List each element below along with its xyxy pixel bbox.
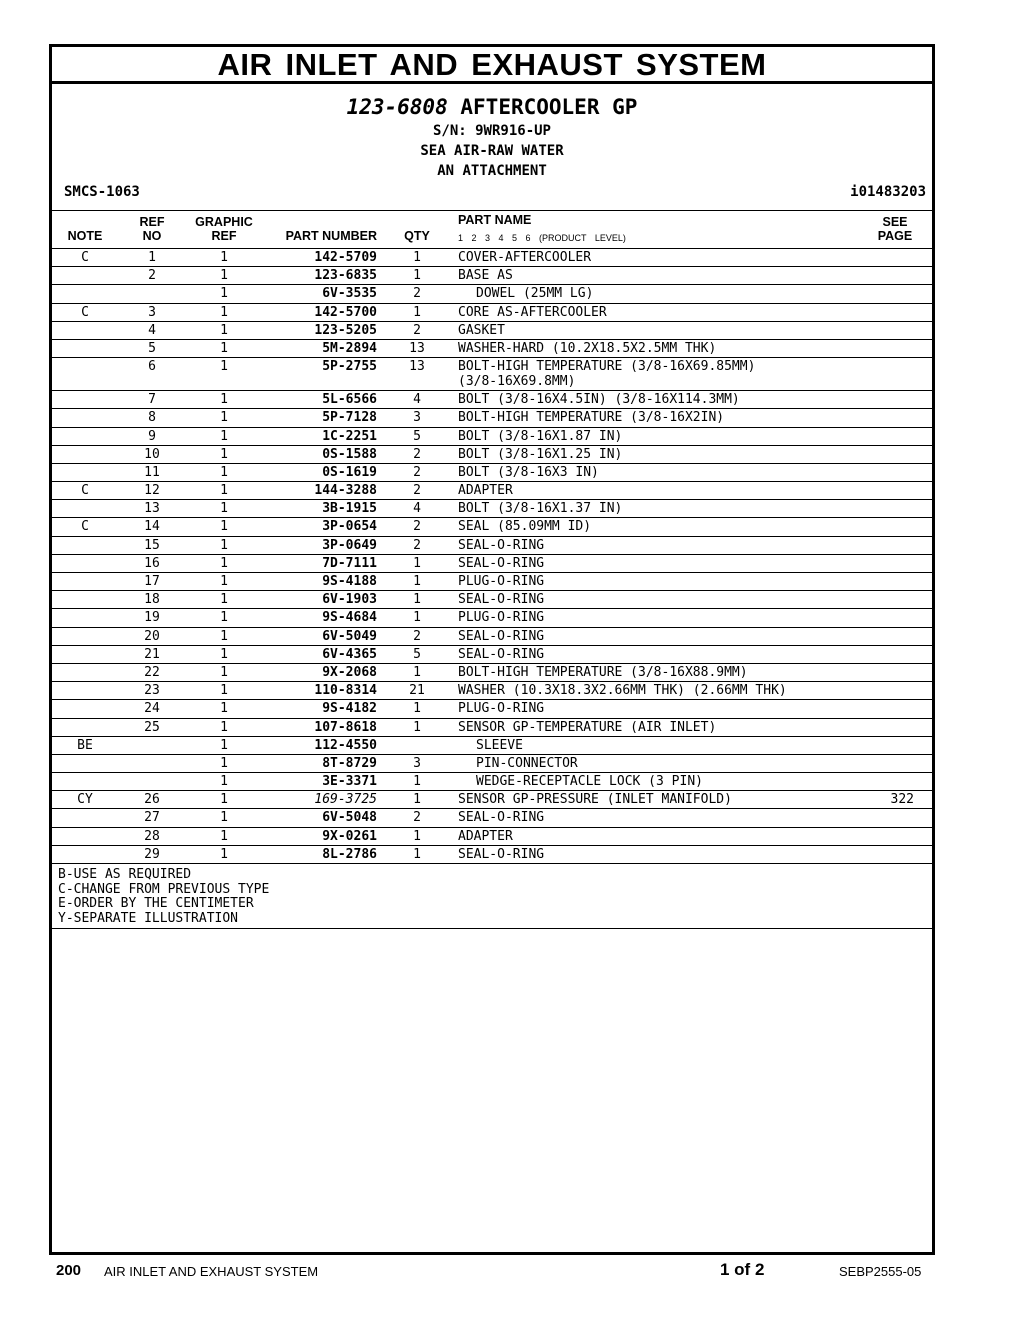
footer-section: AIR INLET AND EXHAUST SYSTEM [104,1264,319,1279]
graphic-ref-cell: 1 [220,646,228,662]
part-name-cell: GASKET [458,322,505,338]
table-row [52,791,932,809]
group-description-line-2: AN ATTACHMENT [437,163,547,179]
table-row [52,719,932,737]
part-name-cell: SEAL-O-RING [458,810,545,826]
qty-cell: 2 [413,519,421,535]
part-name-cell: BOLT-HIGH TEMPERATURE (3/8-16X88.9MM) [458,664,748,680]
part-number-cell: 107-8618 [314,719,377,735]
part-name-cell: PLUG-O-RING [458,701,545,717]
graphic-ref-cell: 1 [220,392,228,408]
ref-no-cell: 13 [144,501,160,517]
part-number-cell: 3B-1915 [322,501,377,517]
part-name-cell: WASHER (10.3X18.3X2.66MM THK) (2.66MM THK) [458,683,787,699]
graphic-ref-cell: 1 [220,592,228,608]
smcs-code: SMCS-1063 [64,184,140,200]
table-row [52,409,932,427]
qty-cell: 1 [413,828,421,844]
qty-cell: 1 [413,268,421,284]
qty-cell: 2 [413,810,421,826]
col-part-name: PART NAME [458,213,532,227]
graphic-ref-cell: 1 [220,304,228,320]
ref-no-cell: 16 [144,555,160,571]
part-name-cell: SEAL-O-RING [458,555,545,571]
col-ref-no-top: REF [139,215,165,229]
table-row [52,809,932,827]
part-name-cell: ADAPTER [458,828,513,844]
table-row [52,249,932,267]
note-cell: CY [77,792,93,808]
part-name-cell: ADAPTER [458,483,513,499]
part-name-cell: SENSOR GP-TEMPERATURE (AIR INLET) [458,719,717,735]
graphic-ref-cell: 1 [220,322,228,338]
qty-cell: 1 [413,846,421,862]
part-number-cell: 9S-4182 [322,701,377,717]
table-row [52,267,932,285]
table-row [52,828,932,846]
part-number-cell: 6V-1903 [322,592,377,608]
part-name-cell: BASE AS [458,268,513,284]
part-number-cell: 142-5709 [314,250,377,265]
ref-no-cell: 24 [144,701,160,717]
qty-cell: 5 [413,428,421,444]
note-c: C-CHANGE FROM PREVIOUS TYPE [58,881,270,897]
graphic-ref-cell: 1 [220,792,228,808]
table-row [52,464,932,482]
part-number-cell: 9S-4188 [322,574,377,589]
graphic-ref-cell: 1 [220,774,228,790]
part-name-cell: WEDGE-RECEPTACLE LOCK (3 PIN) [476,774,703,790]
graphic-ref-cell: 1 [220,664,228,680]
part-name-cell: COVER-AFTERCOOLER [458,250,592,265]
graphic-ref-cell: 1 [220,464,228,480]
table-row [52,518,932,536]
graphic-ref-cell: 1 [220,846,228,862]
part-number-cell: 7D-7111 [322,555,377,571]
qty-cell: 1 [413,664,421,680]
qty-cell: 1 [413,792,421,808]
ref-no-cell: 17 [144,574,160,589]
col-part-number: PART NUMBER [285,229,377,243]
qty-cell: 1 [413,774,421,790]
part-number-cell: 1C-2251 [322,428,377,444]
parts-list-frame [49,44,935,1255]
part-number-cell: 3E-3371 [322,774,377,790]
group-description-line-1: SEA AIR-RAW WATER [420,143,564,159]
graphic-ref-cell: 1 [220,701,228,717]
table-row [52,737,932,755]
qty-cell: 1 [413,555,421,571]
table-row [52,500,932,518]
ref-no-cell: 6 [148,359,156,375]
footer-page-number: 200 [56,1262,82,1279]
graphic-ref-cell: 1 [220,359,228,375]
qty-cell: 1 [413,592,421,608]
part-name-cell: BOLT (3/8-16X3 IN) [458,464,599,480]
qty-cell: 4 [413,501,421,517]
part-number-cell: 0S-1588 [322,446,377,462]
table-row [52,446,932,464]
graphic-ref-cell: 1 [220,828,228,844]
table-row [52,682,932,700]
table-row [52,482,932,500]
ref-no-cell: 5 [148,340,156,356]
footer-doc-id: SEBP2555-05 [839,1264,922,1279]
part-name-continuation: (3/8-16X69.8MM) [458,374,576,390]
table-row [52,537,932,555]
part-number-cell: 110-8314 [314,683,377,699]
part-name-cell: BOLT (3/8-16X1.37 IN) [458,501,623,517]
ref-no-cell: 22 [144,664,160,680]
table-row [52,358,932,391]
part-number-cell: 3P-0654 [322,519,377,535]
footer-page-of: 1 of 2 [720,1260,765,1279]
part-number-cell: 9X-2068 [322,664,377,680]
col-product-level: 1 2 3 4 5 6 (PRODUCT LEVEL) [458,233,626,243]
part-name-cell: SENSOR GP-PRESSURE (INLET MANIFOLD) [458,792,732,808]
notes-legend [52,864,932,929]
note-cell: C [81,250,89,265]
part-name-cell: SEAL-O-RING [458,537,545,553]
table-row [52,322,932,340]
ref-no-cell: 1 [148,250,156,265]
qty-cell: 1 [413,719,421,735]
ref-no-cell: 11 [144,464,160,480]
part-name-cell: CORE AS-AFTERCOOLER [458,304,607,320]
table-row [52,573,932,591]
qty-cell: 21 [409,683,425,699]
ref-no-cell: 27 [144,810,160,826]
graphic-ref-cell: 1 [220,610,228,626]
col-see-page-bottom: PAGE [877,229,913,243]
graphic-ref-cell: 1 [220,428,228,444]
graphic-ref-cell: 1 [220,719,228,735]
part-name-cell: SEAL-O-RING [458,846,545,862]
part-number-cell: 5P-2755 [322,359,377,375]
graphic-ref-cell: 1 [220,410,228,426]
col-ref-no-bottom: NO [142,229,162,243]
part-number-cell: 5M-2894 [322,340,377,356]
graphic-ref-cell: 1 [220,737,228,753]
table-row [52,628,932,646]
ref-no-cell: 20 [144,628,160,644]
part-number-cell: 9S-4684 [322,610,377,626]
part-name-cell: SEAL-O-RING [458,646,545,662]
ref-no-cell: 29 [144,846,160,862]
qty-cell: 2 [413,446,421,462]
part-name-cell: WASHER-HARD (10.2X18.5X2.5MM THK) [458,340,717,356]
col-see-page-top: SEE [882,215,908,229]
qty-cell: 2 [413,537,421,553]
ref-no-cell: 21 [144,646,160,662]
table-row [52,591,932,609]
graphic-ref-cell: 1 [220,555,228,571]
illustration-id: i01483203 [850,184,926,200]
part-number-cell: 123-5205 [314,322,377,338]
ref-no-cell: 3 [148,304,156,320]
part-number-cell: 5L-6566 [322,392,377,408]
graphic-ref-cell: 1 [220,519,228,535]
graphic-ref-cell: 1 [220,483,228,499]
graphic-ref-cell: 1 [220,268,228,284]
ref-no-cell: 23 [144,683,160,699]
qty-cell: 1 [413,610,421,626]
parts-table-body [52,249,932,864]
note-cell: C [81,304,89,320]
page-footer [0,1260,1020,1284]
table-row [52,773,932,791]
graphic-ref-cell: 1 [220,755,228,771]
ref-no-cell: 25 [144,719,160,735]
table-row [52,646,932,664]
part-number-cell: 6V-5048 [322,810,377,826]
note-cell: C [81,519,89,535]
part-number-cell: 9X-0261 [322,828,377,844]
part-number-cell: 144-3288 [314,483,377,499]
part-name-cell: BOLT-HIGH TEMPERATURE (3/8-16X2IN) [458,410,725,426]
graphic-ref-cell: 1 [220,574,228,589]
group-part-number: 123-6808 [346,95,448,119]
graphic-ref-cell: 1 [220,810,228,826]
col-graphic-ref-bottom: REF [211,229,237,243]
qty-cell: 5 [413,646,421,662]
ref-no-cell: 26 [144,792,160,808]
part-number-cell: 8L-2786 [322,846,377,862]
qty-cell: 2 [413,464,421,480]
ref-no-cell: 15 [144,537,160,553]
ref-no-cell: 10 [144,446,160,462]
qty-cell: 2 [413,322,421,338]
table-row [52,664,932,682]
qty-cell: 3 [413,755,421,771]
part-number-cell: 0S-1619 [322,464,377,480]
graphic-ref-cell: 1 [220,501,228,517]
part-name-cell: SEAL (85.09MM ID) [458,519,592,535]
part-number-cell: 112-4550 [314,737,377,753]
qty-cell: 2 [413,286,421,302]
part-number-cell: 123-6835 [314,268,377,284]
table-row [52,609,932,627]
graphic-ref-cell: 1 [220,286,228,302]
note-cell: C [81,483,89,499]
part-number-cell: 3P-0649 [322,537,377,553]
note-y: Y-SEPARATE ILLUSTRATION [58,910,239,926]
qty-cell: 2 [413,628,421,644]
col-graphic-ref-top: GRAPHIC [195,215,253,229]
ref-no-cell: 18 [144,592,160,608]
part-name-cell: SLEEVE [476,737,523,753]
graphic-ref-cell: 1 [220,250,228,265]
ref-no-cell: 9 [148,428,156,444]
graphic-ref-cell: 1 [220,683,228,699]
note-b: B-USE AS REQUIRED [58,867,192,882]
part-name-cell: BOLT-HIGH TEMPERATURE (3/8-16X69.85MM) [458,359,756,375]
part-name-cell: SEAL-O-RING [458,592,545,608]
part-number-cell: 6V-5049 [322,628,377,644]
group-name: AFTERCOOLER GP [460,95,638,119]
qty-cell: 13 [409,340,425,356]
graphic-ref-cell: 1 [220,446,228,462]
ref-no-cell: 2 [148,268,156,284]
qty-cell: 3 [413,410,421,426]
serial-number: S/N: 9WR916-UP [432,123,551,139]
table-row [52,428,932,446]
table-row [52,555,932,573]
column-headers [52,211,932,249]
part-number-cell: 5P-7128 [322,410,377,426]
ref-no-cell: 28 [144,828,160,844]
part-name-cell: PIN-CONNECTOR [476,755,578,771]
part-number-cell: 8T-8729 [322,755,377,771]
note-cell: BE [77,737,93,753]
qty-cell: 1 [413,250,421,265]
part-name-cell: BOLT (3/8-16X1.25 IN) [458,446,623,462]
part-name-cell: BOLT (3/8-16X4.5IN) (3/8-16X114.3MM) [458,392,740,408]
part-name-cell: SEAL-O-RING [458,628,545,644]
group-header [52,84,932,211]
note-e: E-ORDER BY THE CENTIMETER [58,896,254,911]
table-row [52,755,932,773]
part-number-cell: 142-5700 [314,304,377,320]
graphic-ref-cell: 1 [220,628,228,644]
graphic-ref-cell: 1 [220,340,228,356]
qty-cell: 1 [413,304,421,320]
ref-no-cell: 7 [148,392,156,408]
col-qty: QTY [404,229,430,243]
qty-cell: 2 [413,483,421,499]
table-row [52,304,932,322]
ref-no-cell: 14 [144,519,160,535]
part-number-cell: 6V-4365 [322,646,377,662]
qty-cell: 1 [413,574,421,589]
table-row [52,340,932,358]
table-row [52,846,932,864]
group-title [52,94,932,120]
part-name-cell: DOWEL (25MM LG) [476,286,594,302]
table-row [52,391,932,409]
section-title: AIR INLET AND EXHAUST SYSTEM [52,47,932,84]
ref-no-cell: 19 [144,610,160,626]
see-page-cell: 322 [890,792,914,808]
qty-cell: 4 [413,392,421,408]
table-row [52,700,932,718]
graphic-ref-cell: 1 [220,537,228,553]
part-name-cell: BOLT (3/8-16X1.87 IN) [458,428,623,444]
part-number-cell: 169-3725 [314,792,377,808]
part-number-cell: 6V-3535 [322,286,377,302]
table-row [52,285,932,303]
part-name-cell: PLUG-O-RING [458,610,545,626]
qty-cell: 13 [409,359,425,375]
ref-no-cell: 4 [148,322,156,338]
qty-cell: 1 [413,701,421,717]
col-note: NOTE [67,229,103,243]
ref-no-cell: 8 [148,410,156,426]
ref-no-cell: 12 [144,483,160,499]
part-name-cell: PLUG-O-RING [458,574,545,589]
